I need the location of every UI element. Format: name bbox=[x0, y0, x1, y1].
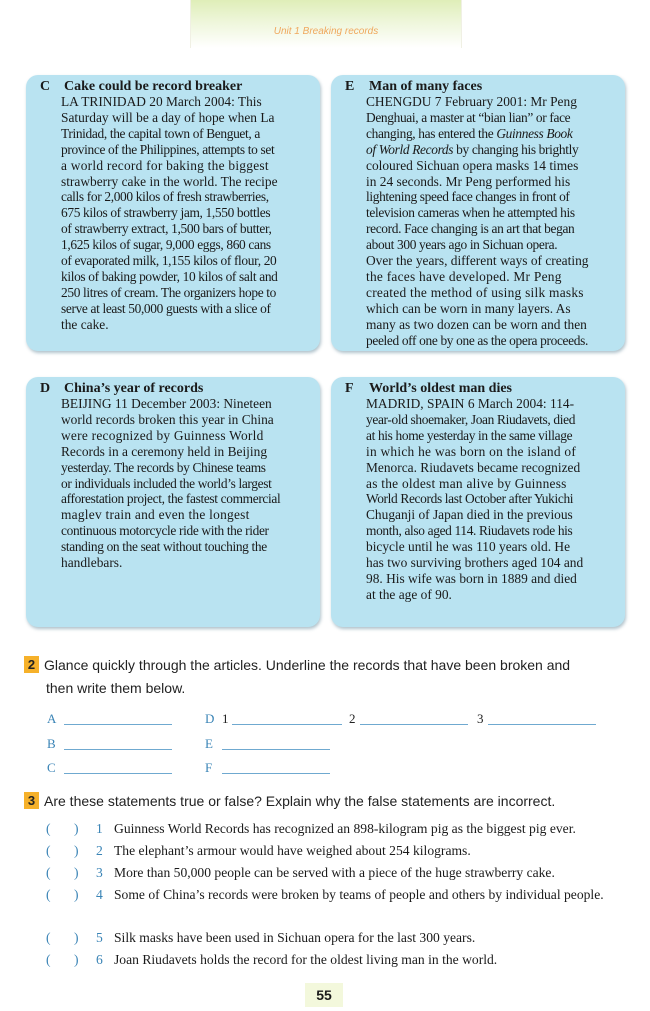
article-line: the cake. bbox=[61, 316, 109, 332]
article-line: lightening speed face changes in front of bbox=[366, 189, 570, 205]
article-line: continuous motorcycle ride with the rider bbox=[61, 523, 269, 539]
page-number: 55 bbox=[305, 983, 343, 1007]
statement-number: 6 bbox=[96, 952, 103, 967]
answer-label-f: F bbox=[205, 760, 213, 775]
article-line: of strawberry extract, 1,500 bars of butter, bbox=[61, 221, 272, 237]
article-line: many as two dozen can be worn and then bbox=[366, 316, 587, 332]
article-line: Trinidad, the capital town of Benguet, a bbox=[61, 125, 260, 141]
answer-paren-close: ) bbox=[74, 887, 79, 902]
article-card-c bbox=[26, 75, 320, 351]
answer-paren-close: ) bbox=[74, 930, 79, 945]
statement-text: Silk masks have been used in Sichuan opera for the last 300 years. bbox=[114, 930, 476, 945]
article-line: a world record for baking the biggest bbox=[61, 157, 269, 173]
article-letter: E bbox=[345, 79, 355, 94]
answer-d-number-1: 1 bbox=[222, 711, 229, 726]
article-body bbox=[366, 396, 640, 603]
answer-d-number-2: 2 bbox=[349, 711, 356, 726]
article-line: at his home yesterday in the same village bbox=[366, 427, 573, 443]
answer-line-f[interactable] bbox=[222, 773, 330, 774]
article-line: 1,625 kilos of sugar, 9,000 eggs, 860 cans bbox=[61, 237, 271, 253]
article-line: as the oldest man alive by Guinness bbox=[366, 475, 567, 491]
exercise-2-instruction-cont bbox=[46, 677, 185, 699]
article-body bbox=[366, 94, 644, 349]
statement-item bbox=[46, 862, 636, 884]
answer-line-d1[interactable] bbox=[232, 724, 342, 725]
article-line: year-old shoemaker, Joan Riudavets, died bbox=[366, 411, 576, 427]
exercise-3-instruction bbox=[24, 790, 555, 812]
statement-text: Guinness World Records has recognized an 898-kilogram pig as the biggest pig ever. bbox=[114, 821, 576, 836]
article-line: of World Records by changing his brightly bbox=[366, 141, 579, 157]
statement-item bbox=[46, 884, 636, 928]
article-line: television cameras when he attempted his bbox=[366, 205, 575, 221]
statement-text: Joan Riudavets holds the record for the oldest living man in the world. bbox=[114, 952, 498, 967]
article-line: Over the years, different ways of creating bbox=[366, 253, 589, 269]
answer-line-a[interactable] bbox=[64, 724, 172, 725]
answer-paren-open[interactable]: ( bbox=[46, 821, 51, 836]
article-letter: D bbox=[40, 381, 51, 396]
article-line: 675 kilos of strawberry jam, 1,550 bottles bbox=[61, 205, 271, 221]
article-line: calls for 2,000 kilos of fresh strawberries, bbox=[61, 189, 269, 205]
answer-paren-open[interactable]: ( bbox=[46, 930, 51, 945]
answer-paren-open[interactable]: ( bbox=[46, 887, 51, 902]
article-line: BEIJING 11 December 2003: Nineteen bbox=[61, 396, 272, 411]
article-line: Saturday will be a day of hope when La bbox=[61, 109, 275, 125]
article-line: record. Face changing is an art that began bbox=[366, 221, 575, 237]
article-line: CHENGDU 7 February 2001: Mr Peng bbox=[366, 94, 577, 109]
exercise-number-badge: 3 bbox=[24, 792, 39, 809]
article-line: Records in a ceremony held in Beijing bbox=[61, 443, 268, 459]
unit-title: Unit 1 Breaking records bbox=[273, 26, 379, 37]
article-line: peeled off one by one as the opera proceeds. bbox=[366, 332, 588, 348]
article-line: coloured Sichuan opera masks 14 times bbox=[366, 157, 579, 173]
answer-label-e: E bbox=[205, 736, 213, 751]
article-body bbox=[61, 94, 333, 333]
article-card-f bbox=[331, 377, 625, 627]
article-headline: Cake could be record breaker bbox=[64, 79, 243, 94]
article-line: serve at least 50,000 guests with a slice of bbox=[61, 300, 271, 316]
article-headline: World’s oldest man dies bbox=[369, 381, 512, 396]
article-line: changing, has entered the Guinness Book bbox=[366, 125, 573, 141]
instruction-line-2: then write them below. bbox=[46, 680, 186, 696]
exercise-2-instruction bbox=[24, 654, 570, 676]
statement-text: The elephant’s armour would have weighed about 254 kilograms. bbox=[114, 843, 471, 858]
article-line: 250 litres of cream. The organizers hope to bbox=[61, 284, 276, 300]
article-line: the faces have developed. Mr Peng bbox=[366, 268, 562, 284]
answer-paren-close: ) bbox=[74, 952, 79, 967]
answer-paren-close: ) bbox=[74, 865, 79, 880]
article-line: maglev train and even the longest bbox=[61, 507, 250, 523]
instruction-text: Are these statements true or false? Explain why the false statements are incorrect. bbox=[44, 793, 556, 809]
statement-item bbox=[46, 927, 636, 949]
answer-paren-close: ) bbox=[74, 821, 79, 836]
article-body bbox=[61, 396, 333, 571]
article-card-e bbox=[331, 75, 625, 351]
article-line: bicycle until he was 110 years old. He bbox=[366, 539, 571, 555]
article-line: handlebars. bbox=[61, 555, 123, 571]
statement-item bbox=[46, 949, 636, 971]
statement-text: Some of China’s records were broken by teams of people and others by individual people. bbox=[114, 887, 604, 902]
statement-number: 2 bbox=[96, 843, 103, 858]
article-line: or individuals included the world’s largest bbox=[61, 475, 272, 491]
article-line: at the age of 90. bbox=[366, 586, 452, 602]
article-line: World Records last October after Yukichi bbox=[366, 491, 574, 507]
article-line: afforestation project, the fastest commercial bbox=[61, 491, 281, 507]
article-line: Chuganji of Japan died in the previous bbox=[366, 507, 573, 523]
article-card-d bbox=[26, 377, 320, 627]
article-line: LA TRINIDAD 20 March 2004: This bbox=[61, 94, 262, 109]
unit-header-tab bbox=[190, 0, 462, 48]
article-line: which can be worn in many layers. As bbox=[366, 300, 571, 316]
statement-item bbox=[46, 840, 636, 862]
article-letter: C bbox=[40, 79, 51, 94]
answer-line-b[interactable] bbox=[64, 749, 172, 750]
article-line: Menorca. Riudavets became recognized bbox=[366, 459, 581, 475]
exercise-number-badge: 2 bbox=[24, 656, 39, 673]
article-line: yesterday. The records by Chinese teams bbox=[61, 459, 266, 475]
article-headline: China’s year of records bbox=[64, 381, 204, 396]
article-line: in 24 seconds. Mr Peng performed his bbox=[366, 173, 571, 189]
article-line: of evaporated milk, 1,155 kilos of flour, 20 bbox=[61, 253, 277, 269]
article-line: province of the Philippines, attempts to set bbox=[61, 141, 275, 157]
article-line: has two surviving brothers aged 104 and bbox=[366, 555, 584, 571]
article-headline: Man of many faces bbox=[369, 79, 483, 94]
article-line: were recognized by Guinness World bbox=[61, 427, 264, 443]
answer-label-a: A bbox=[47, 711, 57, 726]
article-line: world records broken this year in China bbox=[61, 411, 274, 427]
answer-line-d2[interactable] bbox=[360, 724, 468, 725]
answer-label-c: C bbox=[47, 760, 56, 775]
article-line: in which he was born on the island of bbox=[366, 443, 577, 459]
article-line: about 300 years ago in Sichuan opera. bbox=[366, 237, 558, 253]
article-line: MADRID, SPAIN 6 March 2004: 114- bbox=[366, 396, 575, 411]
article-line: kilos of baking powder, 10 kilos of salt and bbox=[61, 268, 278, 284]
answer-paren-open[interactable]: ( bbox=[46, 865, 51, 880]
article-line: Denghuai, a master at “bian lian” or face bbox=[366, 109, 571, 125]
answer-paren-open[interactable]: ( bbox=[46, 952, 51, 967]
article-line: created the method of using silk masks bbox=[366, 284, 584, 300]
article-line: strawberry cake in the world. The recipe bbox=[61, 173, 278, 189]
statement-number: 4 bbox=[96, 887, 103, 902]
answer-label-d: D bbox=[205, 711, 215, 726]
statement-text: More than 50,000 people can be served with a piece of the huge strawberry cake. bbox=[114, 865, 555, 880]
answer-paren-close: ) bbox=[74, 843, 79, 858]
article-line: month, also aged 114. Riudavets rode his bbox=[366, 523, 573, 539]
statement-item bbox=[46, 818, 636, 840]
answer-paren-open[interactable]: ( bbox=[46, 843, 51, 858]
statement-number: 5 bbox=[96, 930, 103, 945]
answer-label-b: B bbox=[47, 736, 56, 751]
answer-line-c[interactable] bbox=[64, 773, 172, 774]
answer-line-e[interactable] bbox=[222, 749, 330, 750]
article-line: standing on the seat without touching the bbox=[61, 539, 267, 555]
instruction-line-1: Glance quickly through the articles. Underline the records that have been broken and bbox=[44, 657, 571, 673]
statement-number: 1 bbox=[96, 821, 103, 836]
answer-line-d3[interactable] bbox=[488, 724, 596, 725]
answer-d-number-3: 3 bbox=[477, 711, 484, 726]
statement-number: 3 bbox=[96, 865, 103, 880]
article-letter: F bbox=[345, 381, 354, 396]
article-line: 98. His wife was born in 1889 and died bbox=[366, 570, 577, 586]
